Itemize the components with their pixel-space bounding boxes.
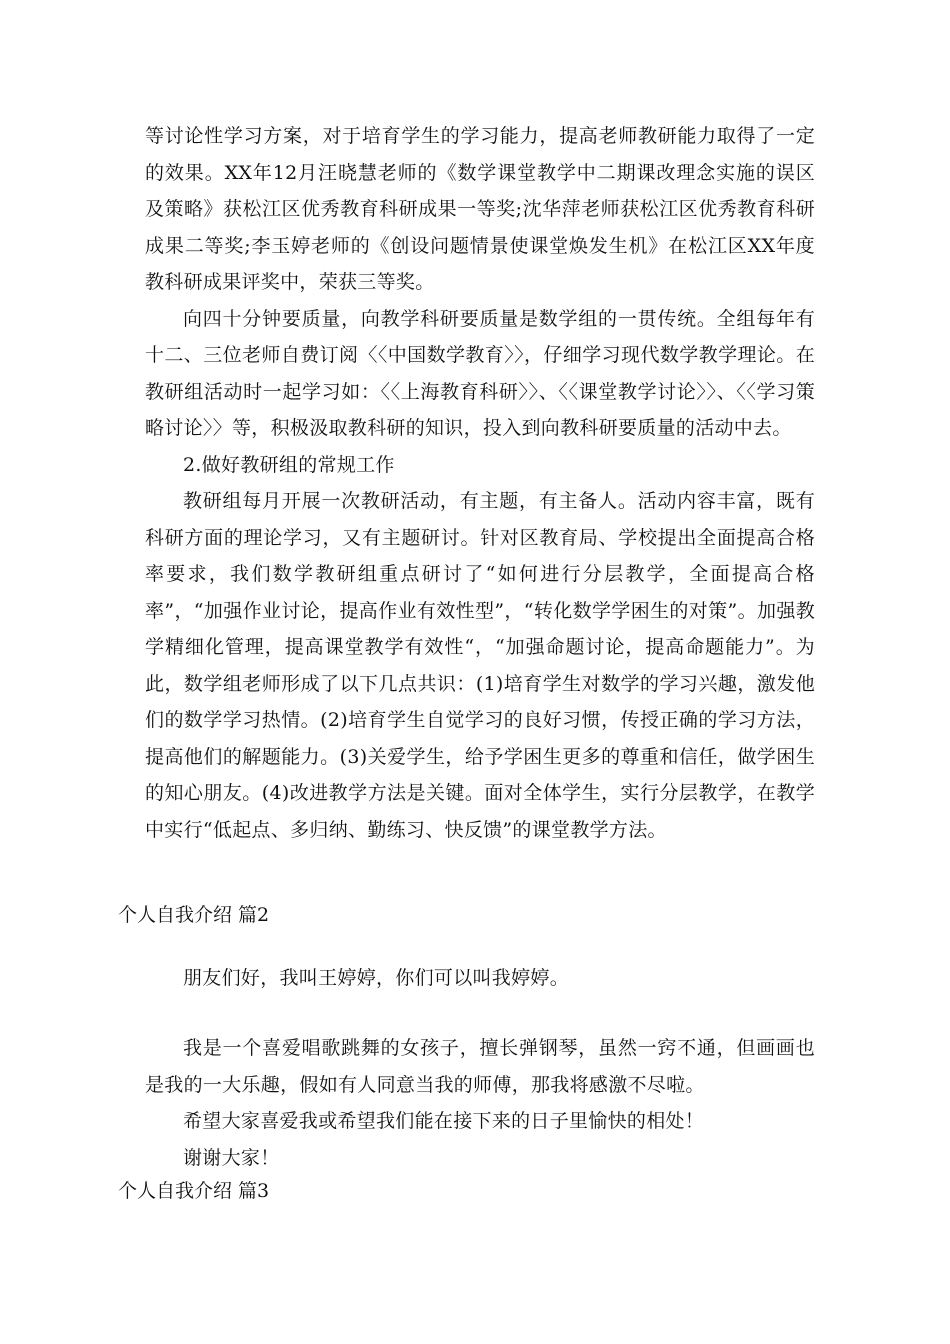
paragraph-monthly-activities: 教研组每月开展一次教研活动，有主题，有主备人。活动内容丰富，既有科研方面的理论学习，又有主题研讨。针对区教育局、学校提出全面提高合格率要求，我们数学教研组重点研讨了“如何进行分层教学，全面提高合格率”，“加强作业讨论，提高作业有效性型”，“转化数学学困生的对策”。加强教学精细化管理，提高课堂教学有效性“，“加强命题讨论，提高命题能力”。为此，数学组老师形成了以下几点共识：(1)培育学生对数学的学习兴趣，激发他们的数学学习热情。(2)培育学生自觉学习的良好习惯，传授正确的学习方法，提高他们的解题能力。(3)关爱学生，给予学困生更多的尊重和信任，做学困生的知心朋友。(4)改进教学方法是关键。面对全体学生，实行分层教学，在教学中实行“低起点、多归纳、勤练习、快反馈”的课堂教学方法。 [145, 490, 815, 841]
subheading-routine-work: 2.做好教研组的常规工作 [183, 453, 395, 476]
section-heading-2: 个人自我介绍 篇2 [118, 904, 270, 926]
paragraph-thanks: 谢谢大家！ [183, 1146, 280, 1169]
paragraph-hope: 希望大家喜爱我或希望我们能在接下来的日子里愉快的相处！ [183, 1110, 705, 1132]
paragraph-greeting: 朋友们好，我叫王婷婷，你们可以叫我婷婷。 [183, 967, 570, 989]
paragraph-hobbies: 我是一个喜爱唱歌跳舞的女孩子，擅长弹钢琴，虽然一窍不通，但画画也是我的一大乐趣，假如有人同意当我的师傅，那我将感激不尽啦。 [145, 1037, 815, 1096]
body-section-2-greeting [145, 960, 815, 997]
section-heading-3: 个人自我介绍 篇3 [118, 1180, 270, 1202]
paragraph-quality-tradition: 向四十分钟要质量，向教学科研要质量是数学组的一贯传统。全组每年有十二、三位老师自费订阅〈〈中国数学教育〉〉，仔细学习现代数学教学理论。在教研组活动时一起学习如：〈〈上海教育科研〉〉、〈〈课堂教学讨论〉〉、〈〈学习策略讨论〉〉等，积极汲取教科研的知识，投入到向教科研要质量的活动中去。 [145, 307, 815, 439]
body-section-2-intro [145, 1030, 815, 1176]
body-section-1 [145, 118, 815, 848]
paragraph-research-results: 等讨论性学习方案，对于培育学生的学习能力，提高老师教研能力取得了一定的效果。XX年12月汪晓慧老师的《数学课堂教学中二期课改理念实施的误区及策略》获松江区优秀教育科研成果一等奖;沈华萍老师获松江区优秀教育科研成果二等奖;李玉婷老师的《创设问题情景使课堂焕发生机》在松江区XX年度教科研成果评奖中，荣获三等奖。 [145, 125, 815, 293]
